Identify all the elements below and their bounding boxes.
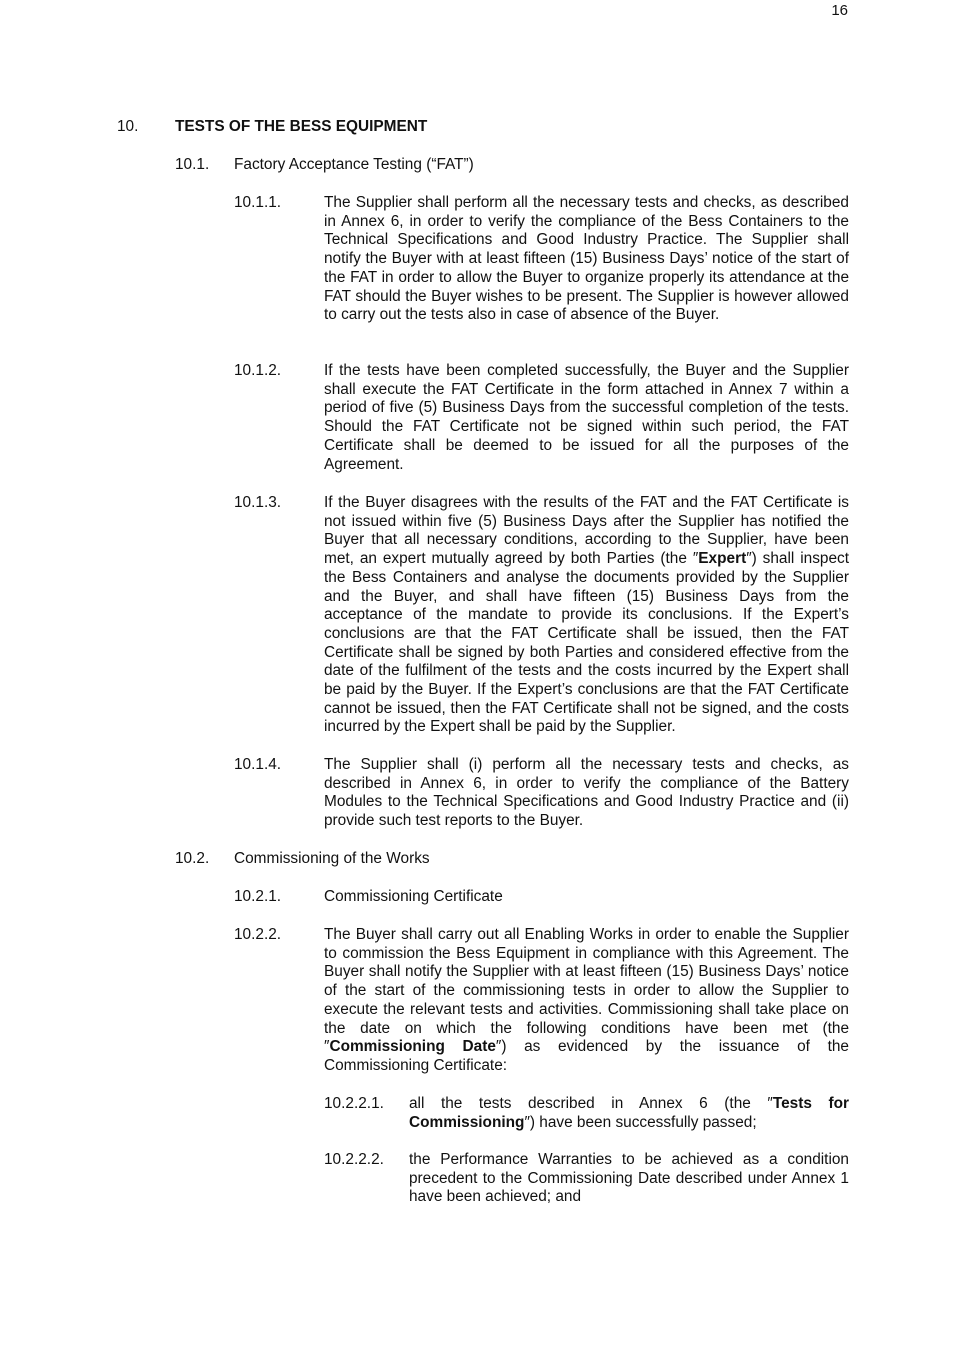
clause-text: If the Buyer disagrees with the results of the FAT and the FAT Certificate is not issued within five (5) Business Days after the Supplier has notified the Buyer that all necessary conditions, according to the Supplier, have been met, an expert mutually agreed by both Parties (the ″Expert″) shall inspect the Bess Containers and analyse the documents provided by the Supplier and the Buyer, and shall have fifteen (15) Business Days from the acceptance of the mandate to provide its conclusions. If the Expert’s conclusions are that the FAT Certificate shall be issued, then the FAT Certificate shall be signed by both Parties and considered effective from the date of the fulfilment of the tests and the costs incurred by the Expert shall be paid by the Buyer. If the Expert’s conclusions are that the FAT Certificate cannot be issued, then the FAT Certificate shall not be signed, and the costs incurred by the Expert shall be paid by the Supplier. [324,494,850,736]
clause-text: The Supplier shall (i) perform all the necessary tests and checks, as described in Annex 6, in order to verify the compliance of the Battery Modules to the Technical Specifications and Good Industry Practice and (ii) provide such test reports to the Buyer. [324,756,849,830]
section-number: 10. [117,118,139,135]
clause-number: 10.2.2.2. [324,1151,384,1168]
clause-number: 10.2.2. [234,926,282,943]
clause-number: 10.2.2.1. [324,1095,384,1112]
subsection-title: Commissioning of the Works [234,850,430,867]
clause-text: all the tests described in Annex 6 (the ″Tests for Commissioning″) have been successfully passed; [409,1095,849,1131]
clause-number: 10.1.1. [234,194,282,211]
clause-number: 10.1.2. [234,362,282,379]
clause-text: Commissioning Certificate [324,888,503,905]
clause-number: 10.1.3. [234,494,282,511]
clause-text: the Performance Warranties to be achieved as a condition precedent to the Commissioning Date described under Annex 1 have been achieved; and [409,1151,849,1206]
page-number: 16 [831,2,848,19]
clause-number: 10.1.4. [234,756,282,773]
defined-term: Tests for Commissioning [409,1095,849,1131]
clause-text: The Buyer shall carry out all Enabling Works in order to enable the Supplier to commission the Bess Equipment in compliance with this Agreement. The Buyer shall notify the Supplier with at least fifteen (15) Business Days’ notice of the start of the commissioning tests in order to allow the Supplier to execute the relevant tests and activities. Commissioning shall take place on the date on which the following conditions have been met (the ″Commissioning Date″) as evidenced by the issuance of the Commissioning Certificate: [324,926,849,1074]
subsection-title: Factory Acceptance Testing (“FAT”) [234,156,474,173]
clause-number: 10.2.1. [234,888,282,905]
defined-term: Commissioning Date [329,1038,496,1056]
defined-term: Expert [698,550,747,568]
clause-text: If the tests have been completed successfully, the Buyer and the Supplier shall execute the FAT Certificate in the form attached in Annex 7 within a period of five (5) Business Days from the successful completion of the tests. Should the FAT Certificate not be signed within such period, the FAT Certificate shall be deemed to be issued for all the purposes of the Agreement. [324,362,849,473]
clause-number: 10.2. [175,850,210,867]
clause-text: The Supplier shall perform all the necessary tests and checks, as described in Annex 6, in order to verify the compliance of the Bess Containers to the Technical Specifications and Good Industry Practice. The Supplier shall notify the Buyer with at least fifteen (15) Business Days’ notice of the start of the FAT in order to allow the Buyer to organize properly its attendance at the FAT should the Buyer wishes to be present. The Supplier is however allowed to carry out the tests also in case of absence of the Buyer. [324,194,849,324]
section-title: TESTS OF THE BESS EQUIPMENT [175,118,428,135]
clause-number: 10.1. [175,156,210,173]
